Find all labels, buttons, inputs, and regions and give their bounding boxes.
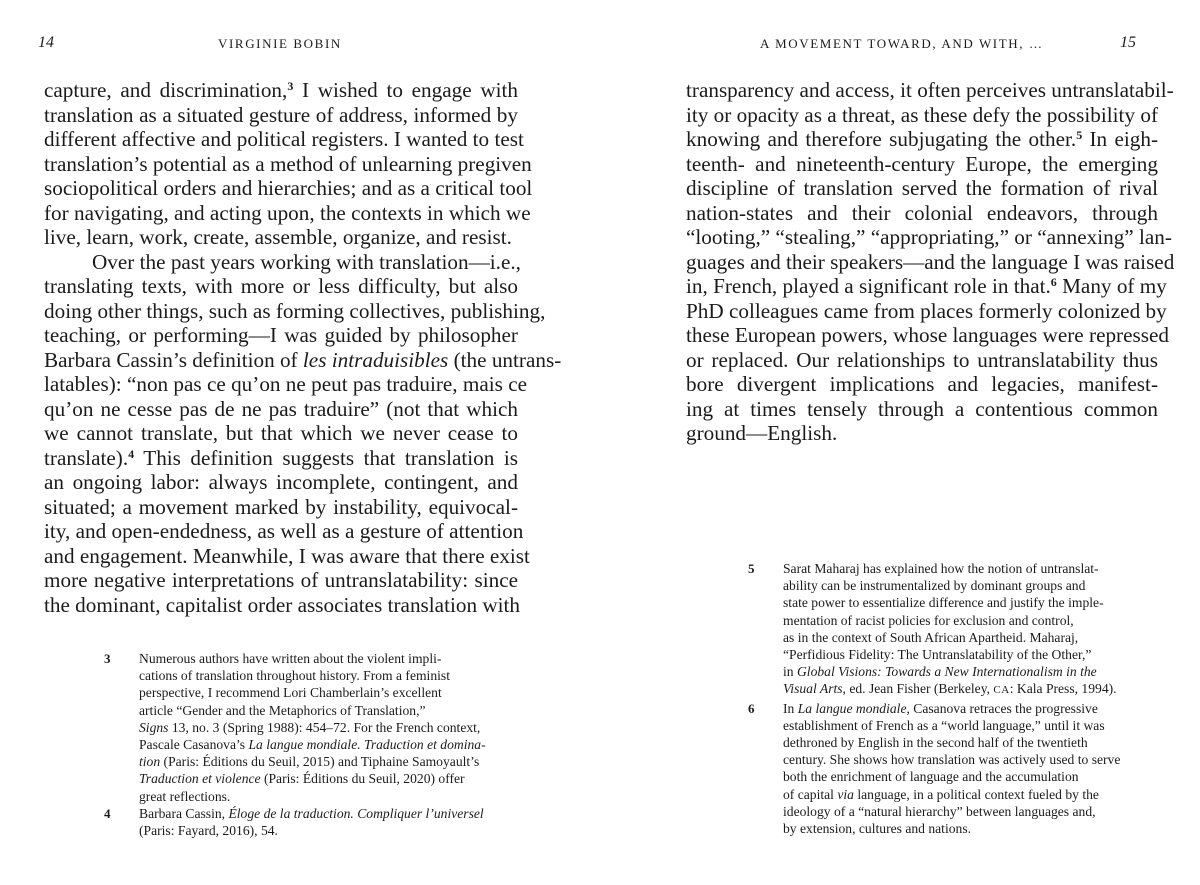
text-run: bore divergent implications and legacies, manifest- [686, 372, 1158, 396]
text-run: translation as a situated gesture of address, informed by [44, 102, 518, 127]
body-line [686, 225, 1172, 250]
body-line [44, 543, 530, 569]
body-line [686, 274, 1167, 299]
italic-title: Traduction et violence [139, 771, 261, 787]
text-run: in, French, played a significant role in that. [686, 274, 1051, 298]
italic-title: La langue mondiale [797, 700, 907, 716]
body-line [44, 176, 533, 201]
body-line [686, 201, 1158, 226]
footnotes [104, 650, 514, 839]
footnote-line [139, 684, 514, 701]
text-run: doing other things, such as forming collectives, publishing, [44, 298, 546, 323]
text-run: perspective, I recommend Lori Chamberlain’s excellent [139, 685, 442, 701]
body-line [686, 249, 1175, 275]
body-line [44, 200, 531, 226]
footnotes [748, 560, 1158, 837]
body-line [44, 347, 562, 373]
body-line [44, 274, 518, 299]
footnote-line [783, 629, 1158, 646]
text-run: qu’on ne cesse pas de ne pas traduire” (not that which [44, 396, 518, 421]
footnote-reference: 4 [128, 446, 135, 461]
body-line [686, 348, 1158, 373]
footnote-line [783, 803, 1158, 820]
text-run: (Paris: Fayard, 2016), 54. [139, 823, 278, 839]
body-line [44, 151, 532, 177]
text-run: Sarat Maharaj has explained how the notion of untranslat- [783, 561, 1099, 576]
footnote-line [139, 650, 514, 667]
footnote-line [783, 680, 1158, 699]
text-run: ground—English. [686, 421, 838, 445]
text-run: cations of translation throughout history. From a feminist [139, 668, 450, 684]
text-run: knowing and therefore subjugating the other. [686, 127, 1077, 151]
text-run: translation’s potential as a method of unlearning pregiven [44, 151, 532, 176]
body-line [44, 519, 524, 544]
text-run: ity or opacity as a threat, as these defy the possibility of [686, 102, 1158, 127]
footnote-line [139, 753, 514, 770]
right-page [600, 0, 1200, 885]
body-line [44, 103, 518, 128]
footnote-number: 4 [104, 805, 111, 821]
text-run: (Paris: Éditions du Seuil, 2015) and Tiphaine Samoyault’s [160, 754, 480, 770]
italic-title: les intraduisibles [302, 347, 449, 372]
text-run: Over the past years working with translation—i.e., [92, 249, 521, 274]
text-run: translating texts, with more or less difficulty, but also [44, 274, 518, 298]
text-run: , ed. Jean Fisher (Berkeley, [842, 681, 994, 697]
page-number: 15 [1120, 34, 1136, 51]
text-run: This definition suggests that translation is [134, 445, 518, 470]
footnote-4 [104, 805, 514, 839]
footnote-reference: 5 [1076, 128, 1083, 142]
italic-title: Global Visions: Towards a New Internationalism in the [796, 664, 1097, 680]
body-line [44, 323, 518, 348]
text-run: CA [993, 684, 1010, 697]
text-run: Numerous authors have written about the violent impli- [139, 651, 442, 666]
text-run: teaching, or performing—I was guided by philosopher [44, 323, 518, 347]
body-line [44, 592, 521, 618]
text-run: Many of my [1056, 274, 1167, 298]
body-line [686, 103, 1158, 128]
text-run: sociopolitical orders and hierarchies; and as a critical tool [44, 176, 533, 200]
footnote-5 [748, 560, 1158, 700]
text-run: latables): “non pas ce qu’on ne peut pas traduire, mais ce [44, 372, 528, 396]
text-run: for navigating, and acting upon, the contexts in which we [44, 200, 531, 225]
text-run: language, in a political context fueled by the [853, 786, 1099, 802]
text-run: situated; a movement marked by instability, equivocal- [44, 494, 518, 519]
body-line [686, 298, 1167, 324]
footnote-line [139, 702, 514, 719]
footnote-6 [748, 700, 1158, 838]
footnote-line [783, 717, 1158, 734]
body-line [686, 323, 1170, 348]
text-run: different affective and political registers. I wanted to test [44, 127, 524, 151]
text-run: I wished to engage with [293, 78, 518, 102]
footnote-line [783, 612, 1158, 629]
text-run: transparency and access, it often perceives untranslatabil- [686, 78, 1174, 102]
text-run: or replaced. Our relationships to untranslatability thus [686, 347, 1158, 372]
footnote-line [783, 594, 1158, 611]
footnote-reference: 3 [287, 79, 294, 93]
text-run: more negative interpretations of untranslatability: since [44, 568, 518, 592]
body-line [686, 372, 1158, 397]
text-run: (Paris: Éditions du Seuil, 2020) offer [260, 771, 465, 787]
footnote-line [783, 700, 1158, 717]
footnote-line [783, 751, 1158, 768]
text-run: 13, no. 3 (Spring 1988): 454–72. For the French context, [168, 719, 481, 735]
text-run: translate). [44, 445, 129, 470]
footnote-line [783, 577, 1158, 594]
text-run: these European powers, whose languages were repressed [686, 323, 1170, 347]
italic-title: La langue mondiale. Traduction et domina- [248, 737, 486, 753]
text-run: (the untrans- [448, 347, 562, 372]
body-line [44, 446, 518, 471]
text-run: ity, and open-endedness, as well as a gesture of attention [44, 519, 524, 543]
text-run: ing at times tensely through a contentious common [686, 396, 1158, 421]
body-line [44, 470, 518, 495]
text-run: dethroned by English in the second half of the twentieth [783, 735, 1088, 751]
body-line [44, 372, 528, 397]
text-run: : Kala Press, 1994). [1009, 681, 1117, 697]
footnote-line [139, 770, 514, 787]
footnote-line [783, 646, 1158, 663]
body-line [686, 176, 1158, 201]
body-line [686, 397, 1158, 422]
footnote-number: 3 [104, 651, 111, 666]
footnote-line [783, 663, 1158, 680]
text-run: In eigh- [1082, 127, 1158, 151]
text-run: in [783, 664, 797, 680]
footnote-line [139, 822, 514, 839]
running-head-title: A MOVEMENT TOWARD, AND WITH, … [760, 36, 1044, 51]
text-run: In [783, 700, 798, 716]
running-head-author: VIRGINIE BOBIN [218, 36, 342, 51]
body-line [44, 397, 518, 422]
footnote-number: 6 [748, 700, 755, 716]
text-run: both the enrichment of language and the accumulation [783, 769, 1079, 785]
text-run: we cannot translate, but that which we never cease to [44, 421, 518, 445]
text-run: state power to essentialize difference and justify the imple- [783, 595, 1104, 611]
italic-title: via [837, 786, 854, 802]
italic-title: Éloge de la traduction. Compliquer l’universel [228, 805, 484, 821]
footnote-line [783, 768, 1158, 785]
text-run: ability can be instrumentalized by dominant groups and [783, 578, 1086, 594]
body-text [44, 78, 562, 617]
body-line [686, 127, 1158, 152]
footnote-line [783, 820, 1158, 837]
text-run: as in the context of South African Apartheid. Maharaj, [783, 629, 1079, 645]
body-line [44, 495, 518, 520]
text-run: teenth- and nineteenth-century Europe, the emerging [686, 151, 1158, 176]
text-run: article “Gender and the Metaphorics of Translation,” [139, 702, 426, 718]
text-run: , Casanova retraces the progressive [906, 700, 1098, 716]
text-run: “looting,” “stealing,” “appropriating,” or “annexing” lan- [686, 225, 1172, 249]
text-run: of capital [783, 786, 838, 802]
footnote-reference: 6 [1050, 275, 1057, 289]
text-run: capture, and discrimination, [44, 78, 288, 102]
text-run: Barbara Cassin, [139, 805, 229, 821]
italic-title: Visual Arts [783, 681, 843, 697]
body-line [44, 568, 518, 593]
text-run: discipline of translation served the formation of rival [686, 176, 1158, 200]
text-run: and engagement. Meanwhile, I was aware that there exist [44, 543, 530, 568]
footnote-line [783, 786, 1158, 803]
text-run: the dominant, capitalist order associates translation with [44, 592, 521, 617]
italic-title: tion [139, 754, 161, 770]
text-run: mentation of racist policies for exclusion and control, [783, 612, 1074, 628]
text-run: an ongoing labor: always incomplete, contingent, and [44, 470, 518, 494]
footnote-number: 5 [748, 561, 755, 576]
text-run: establishment of French as a “world language,” until it was [783, 717, 1105, 733]
body-line [44, 225, 518, 250]
text-run: guages and their speakers—and the language I was raised [686, 249, 1175, 274]
footnote-line [783, 560, 1158, 577]
footnote-3 [104, 650, 514, 805]
text-run: by extension, cultures and nations. [783, 821, 972, 837]
body-line [686, 421, 1158, 446]
text-run: PhD colleagues came from places formerly colonized by [686, 298, 1167, 323]
body-line [44, 127, 524, 152]
text-run: “Perfidious Fidelity: The Untranslatability of the Other,” [783, 647, 1092, 663]
page-number: 14 [38, 34, 54, 51]
footnote-line [783, 734, 1158, 751]
text-run: Pascale Casanova’s [139, 737, 249, 753]
footnote-line [139, 736, 514, 753]
footnote-line [139, 667, 514, 684]
text-run: live, learn, work, create, assemble, organize, and resist. [44, 225, 512, 249]
footnote-line [139, 719, 514, 736]
body-line [44, 249, 521, 275]
text-run: ideology of a “natural hierarchy” between languages and, [783, 803, 1096, 819]
body-text [686, 78, 1175, 446]
text-run: great reflections. [139, 788, 231, 804]
footnote-line [139, 805, 514, 822]
footnote-line [139, 788, 514, 805]
body-line [686, 78, 1174, 103]
body-line [44, 78, 518, 103]
italic-title: Signs [139, 719, 169, 735]
text-run: Barbara Cassin’s definition of [44, 347, 303, 372]
text-run: century. She shows how translation was actively used to serve [783, 752, 1121, 768]
body-line [686, 152, 1158, 177]
text-run: nation-states and their colonial endeavors, through [686, 200, 1158, 225]
body-line [44, 298, 546, 324]
body-line [44, 421, 518, 446]
